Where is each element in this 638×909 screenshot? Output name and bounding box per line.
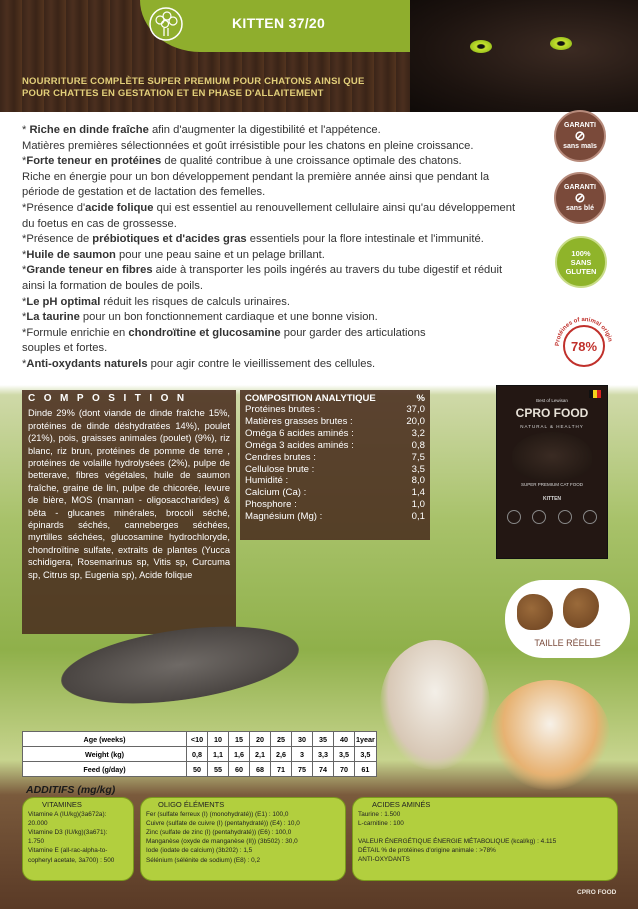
trace-element-line: Sélénium (sélénite de sodium) (E8) : 0,2 (146, 856, 261, 864)
trace-element-line: Iode (iodate de calcium) (3b202) : 1,5 (146, 847, 253, 855)
orange-kitten (490, 680, 610, 790)
analytical-value: 1,0 (411, 499, 425, 511)
analytical-value: 20,0 (406, 415, 425, 427)
additives-title: ADDITIFS (mg/kg) (26, 784, 116, 796)
belgian-flag-icon (589, 390, 601, 398)
trace-element-line: Manganèse (oxyde de manganèse (II)) (3b502) : 30,0 (146, 838, 298, 846)
subtitle-line-1: NOURRITURE COMPLÈTE SUPER PREMIUM POUR CHATONS AINSI QUE (22, 76, 365, 87)
benefit-lead: * (22, 248, 27, 261)
benefit-text: afin d'augmenter la digestibilité et l'appétence. (148, 124, 381, 136)
benefit-line (22, 185, 552, 201)
benefit-text: ainsi la formation de boules de poils. (22, 279, 203, 292)
benefit-line (22, 154, 552, 170)
product-title: KITTEN 37/20 (232, 15, 326, 31)
analytical-value: 0,1 (411, 511, 425, 523)
benefit-highlight: Huile de saumon (26, 248, 116, 261)
feed-cell: 61 (355, 762, 377, 777)
feed-cell: 68 (250, 762, 271, 777)
benefit-text: aide à transporter les poils ingérés au travers du tube digestif et réduit (152, 264, 503, 277)
analytical-row (245, 404, 425, 416)
amino-acids-lines (358, 810, 612, 864)
trace-elements-title: OLIGO ÉLÉMENTS (158, 800, 225, 809)
composition-panel (22, 390, 236, 634)
trace-element-line: Cuivre (sulfate de cuivre (I) (pentahydraté)) (E4) : 10,0 (146, 820, 300, 828)
analytical-row (245, 475, 425, 487)
weight-cell: 1,6 (229, 747, 250, 762)
analytical-value: 1,4 (411, 487, 425, 499)
benefit-line (22, 139, 552, 155)
analytical-row (245, 428, 425, 440)
amino-acids-title: ACIDES AMINÉS (372, 800, 431, 809)
badge-sublabel: GLUTEN (565, 266, 597, 276)
benefit-lead: * (22, 264, 27, 277)
badge-sans-mais (554, 110, 606, 162)
benefit-highlight: La taurine (26, 311, 80, 324)
badge-sublabel: SANS (570, 257, 592, 267)
vitamin-line: Vitamine D3 (IU/kg)(3a671): (28, 829, 108, 837)
broccoli-logo-icon (140, 4, 192, 48)
bag-product: KITTEN (542, 496, 562, 502)
benefit-text: de qualité contribue à une croissance optimale des chatons. (161, 155, 462, 168)
kibble-image (563, 588, 599, 628)
corn-crossed-icon: ⊘ (574, 128, 586, 143)
weight-cell: 2,6 (271, 747, 292, 762)
benefit-line (22, 295, 552, 311)
vitamin-line: Vitamine A (IU/kg)(3a672a): (28, 811, 107, 819)
trace-element-line: Fer (sulfate ferreux (I) (monohydraté)) (E1) : 100,0 (146, 811, 289, 819)
benefit-highlight: acide folique (85, 201, 154, 214)
bag-feature-icon (507, 510, 521, 524)
amino-acids-box (352, 797, 618, 881)
analytical-row (245, 440, 425, 452)
weight-cell: 3,5 (355, 747, 377, 762)
table-row (23, 732, 377, 747)
analytical-name: Magnésium (Mg) : (245, 511, 323, 523)
feed-cell: 71 (271, 762, 292, 777)
feed-cell: 75 (292, 762, 313, 777)
vitamin-line: copheryl acetate, 3a700) : 500 (28, 856, 115, 864)
analytical-name: Calcium (Ca) : (245, 487, 307, 499)
analytical-name: Phosphore : (245, 499, 297, 511)
badge-label: 100% (571, 248, 591, 258)
analytical-name: Oméga 6 acides aminés : (245, 427, 354, 439)
table-row (23, 747, 377, 762)
analytical-name: Humidité : (245, 475, 289, 487)
benefit-line (22, 310, 552, 326)
bag-line: SUPER PREMIUM CAT FOOD (520, 482, 584, 487)
benefit-line (22, 263, 552, 279)
feed-label: Feed (g/day) (23, 762, 187, 777)
benefit-highlight: prébiotiques et d'acides gras (92, 233, 247, 246)
weight-cell: 3 (292, 747, 313, 762)
benefit-lead: * (22, 124, 30, 136)
bag-brand: CPRO FOOD (515, 406, 589, 420)
animal-protein-stamp (549, 308, 619, 378)
benefit-lead: * (22, 155, 27, 168)
benefit-highlight: Le pH optimal (26, 295, 101, 308)
benefits-list (22, 123, 552, 373)
analytical-value: 7,5 (411, 451, 425, 463)
product-bag-image (496, 385, 608, 559)
age-label: Age (weeks) (23, 732, 187, 747)
benefit-line (22, 341, 552, 357)
kibble-image (517, 594, 553, 630)
trace-element-line: Zinc (sulfate de zinc (I) (pentahydraté)) (E6) : 100,0 (146, 829, 292, 837)
vitamins-title: VITAMINES (42, 800, 82, 809)
amino-acid-line: DÉTAIL % de protéines d'origine animale : >78% (358, 847, 496, 855)
cat-eye-left (470, 40, 492, 53)
benefit-text: Riche en énergie pour un bon développement pendant la première année ainsi que pendant la (22, 170, 490, 183)
analytical-name: Cellulose brute : (245, 463, 315, 475)
wheat-crossed-icon: ⊘ (574, 190, 586, 205)
analytical-value: 8,0 (411, 475, 425, 487)
benefit-lead: * (22, 295, 27, 308)
bag-feature-icon (558, 510, 572, 524)
white-kitten (380, 640, 490, 770)
analytical-rows (245, 404, 425, 523)
kibble-size-label: TAILLE RÉELLE (534, 638, 601, 648)
analytical-row (245, 499, 425, 511)
vitamins-lines (28, 810, 128, 865)
analytical-value: 3,5 (411, 463, 425, 475)
footer-brand: CPRO FOOD (577, 889, 617, 896)
analytical-value: 3,2 (411, 427, 425, 439)
badge-sans-ble (554, 172, 606, 224)
benefit-highlight: Riche en dinde fraîche (29, 124, 149, 136)
benefit-text: essentiels pour la flore intestinale et l'immunité. (246, 233, 484, 246)
amino-acid-line: Taurine : 1.500 (358, 811, 401, 819)
benefit-text: pour agir contre le vieillissement des cellules. (147, 357, 376, 370)
feed-cell: 60 (229, 762, 250, 777)
benefit-highlight: chondroïtine et glucosamine (128, 326, 281, 339)
analytical-title: COMPOSITION ANALYTIQUE (245, 393, 376, 404)
amino-acid-line (358, 828, 612, 837)
analytical-name: Cendres brutes : (245, 451, 316, 463)
amino-acid-line: VALEUR ÉNERGÉTIQUE ÉNERGIE MÉTABOLIQUE (kcal/kg) : 4.115 (358, 838, 557, 846)
analytical-name: Matières grasses brutes : (245, 415, 353, 427)
analytical-panel (240, 390, 430, 540)
analytical-name: Oméga 3 acides aminés : (245, 439, 354, 451)
feed-cell: 50 (187, 762, 208, 777)
weight-cell: 0,8 (187, 747, 208, 762)
analytical-row (245, 416, 425, 428)
feed-cell: 70 (334, 762, 355, 777)
benefit-text: souples et fortes. (22, 342, 108, 355)
badge-label: GARANTI (564, 122, 596, 129)
amino-acid-line: ANTI-OXYDANTS (358, 856, 410, 864)
bag-feature-icon (583, 510, 597, 524)
trace-elements-box (140, 797, 346, 881)
analytical-name: Protéines brutes : (245, 404, 321, 415)
benefit-line (22, 123, 552, 139)
benefit-line (22, 326, 552, 342)
benefit-text: pour une peau saine et un pelage brillant. (115, 248, 325, 261)
benefit-lead: *Présence de (22, 233, 93, 246)
age-cell: 10 (208, 732, 229, 747)
analytical-value: 0,8 (411, 439, 425, 451)
bag-feature-icon (532, 510, 546, 524)
product-subtitle (22, 76, 442, 100)
analytical-header (245, 393, 425, 404)
badge-sublabel: sans maïs (563, 143, 597, 150)
benefit-highlight: Forte teneur en protéines (26, 155, 162, 168)
vitamin-line: 1.750 (28, 838, 44, 846)
vitamin-line: 20.000 (28, 820, 48, 828)
cat-eye-right (550, 37, 572, 50)
benefit-line (22, 232, 552, 248)
stamp-value: 78% (570, 339, 598, 354)
feeding-table (22, 731, 377, 777)
vitamin-line: Vitamine E (all-rac-alpha-to- (28, 847, 108, 855)
benefit-line (22, 217, 552, 233)
subtitle-line-2: POUR CHATTES EN GESTATION ET EN PHASE D'ALLAITEMENT (22, 88, 324, 99)
analytical-row (245, 511, 425, 523)
badge-sublabel: sans blé (565, 205, 594, 212)
benefit-line (22, 279, 552, 295)
age-cell: 1year (355, 732, 377, 747)
composition-title: COMPOSITION (28, 393, 193, 404)
benefit-line (22, 201, 552, 217)
benefit-lead: * (22, 311, 27, 324)
age-cell: 15 (229, 732, 250, 747)
age-cell: 35 (313, 732, 334, 747)
benefit-line (22, 357, 552, 373)
table-row (23, 762, 377, 777)
benefit-text: période de gestation et de lactation des femelles. (22, 186, 266, 199)
analytical-value: 37,0 (406, 404, 425, 415)
age-cell: 25 (271, 732, 292, 747)
bag-cat-image (512, 432, 592, 480)
weight-label: Weight (kg) (23, 747, 187, 762)
benefit-text: du foetus en cas de grossesse. (22, 217, 177, 230)
badge-label: GARANTI (564, 184, 596, 191)
benefit-lead: *Présence d' (22, 201, 86, 214)
trace-elements-lines (146, 810, 340, 865)
feed-cell: 55 (208, 762, 229, 777)
benefit-highlight: Grande teneur en fibres (26, 264, 153, 277)
benefit-line (22, 248, 552, 264)
benefit-text: qui est essentiel au renouvellement cellulaire ainsi qu'au développement (153, 201, 516, 214)
benefit-text: Matières premières sélectionnées et goût irrésistible pour les chatons en pleine croissance. (22, 139, 474, 152)
benefit-text: pour garder des articulations (280, 326, 426, 339)
benefit-lead: *Formule enrichie en (22, 326, 129, 339)
weight-cell: 3,3 (313, 747, 334, 762)
bag-tagline: NATURAL & HEALTHY (520, 424, 584, 429)
benefit-lead: * (22, 357, 27, 370)
badge-sans-gluten (555, 236, 607, 288)
bag-icons (507, 510, 597, 524)
weight-cell: 2,1 (250, 747, 271, 762)
weight-cell: 3,5 (334, 747, 355, 762)
kibble-size-panel (505, 580, 630, 658)
weight-cell: 1,1 (208, 747, 229, 762)
analytical-unit: % (416, 393, 425, 404)
age-cell: <10 (187, 732, 208, 747)
amino-acid-line: L-carnitine : 100 (358, 820, 404, 828)
age-cell: 30 (292, 732, 313, 747)
bag-top-text: Best of Lewisan (536, 398, 568, 403)
benefit-text: pour un bon fonctionnement cardiaque et une bonne vision. (79, 311, 378, 324)
benefit-line (22, 170, 552, 186)
age-cell: 40 (334, 732, 355, 747)
vitamins-box (22, 797, 134, 881)
feed-cell: 74 (313, 762, 334, 777)
analytical-row (245, 464, 425, 476)
benefit-text: réduit les risques de calculs urinaires. (100, 295, 290, 308)
composition-text: Dinde 29% (dont viande de dinde fraîche 15%, protéines de dinde déshydratées 14%), poulet (21%), pois, graisses animales (poulet) (9%), riz blanc, riz brun, protéines de pomme de terre , protéines de volaille hydrolysées (2%), pulpe de betterave, fibres végétales, huile de saumon fraîche, graine de lin, pulpe de chicorée, levure de bière, MOS (mannan - oligosaccharides) & bêta - glucanes minérales, brocoli séché, épinards séchés, canneberges séchées, myrtilles séchées, glucosamine hydrochloryde, chondroïtine sulfate, extraits de plantes (Yucca schidigera, Rosemarinus sp, Vitis sp, Curcuma sp, Citrus sp, Eugenia sp), Acide folique (28, 408, 230, 580)
black-cat-photo (410, 0, 638, 112)
age-cell: 20 (250, 732, 271, 747)
benefit-highlight: Anti-oxydants naturels (26, 357, 148, 370)
analytical-row (245, 452, 425, 464)
analytical-row (245, 487, 425, 499)
stamp-arc-text: Protéines of animal origin (554, 316, 613, 347)
